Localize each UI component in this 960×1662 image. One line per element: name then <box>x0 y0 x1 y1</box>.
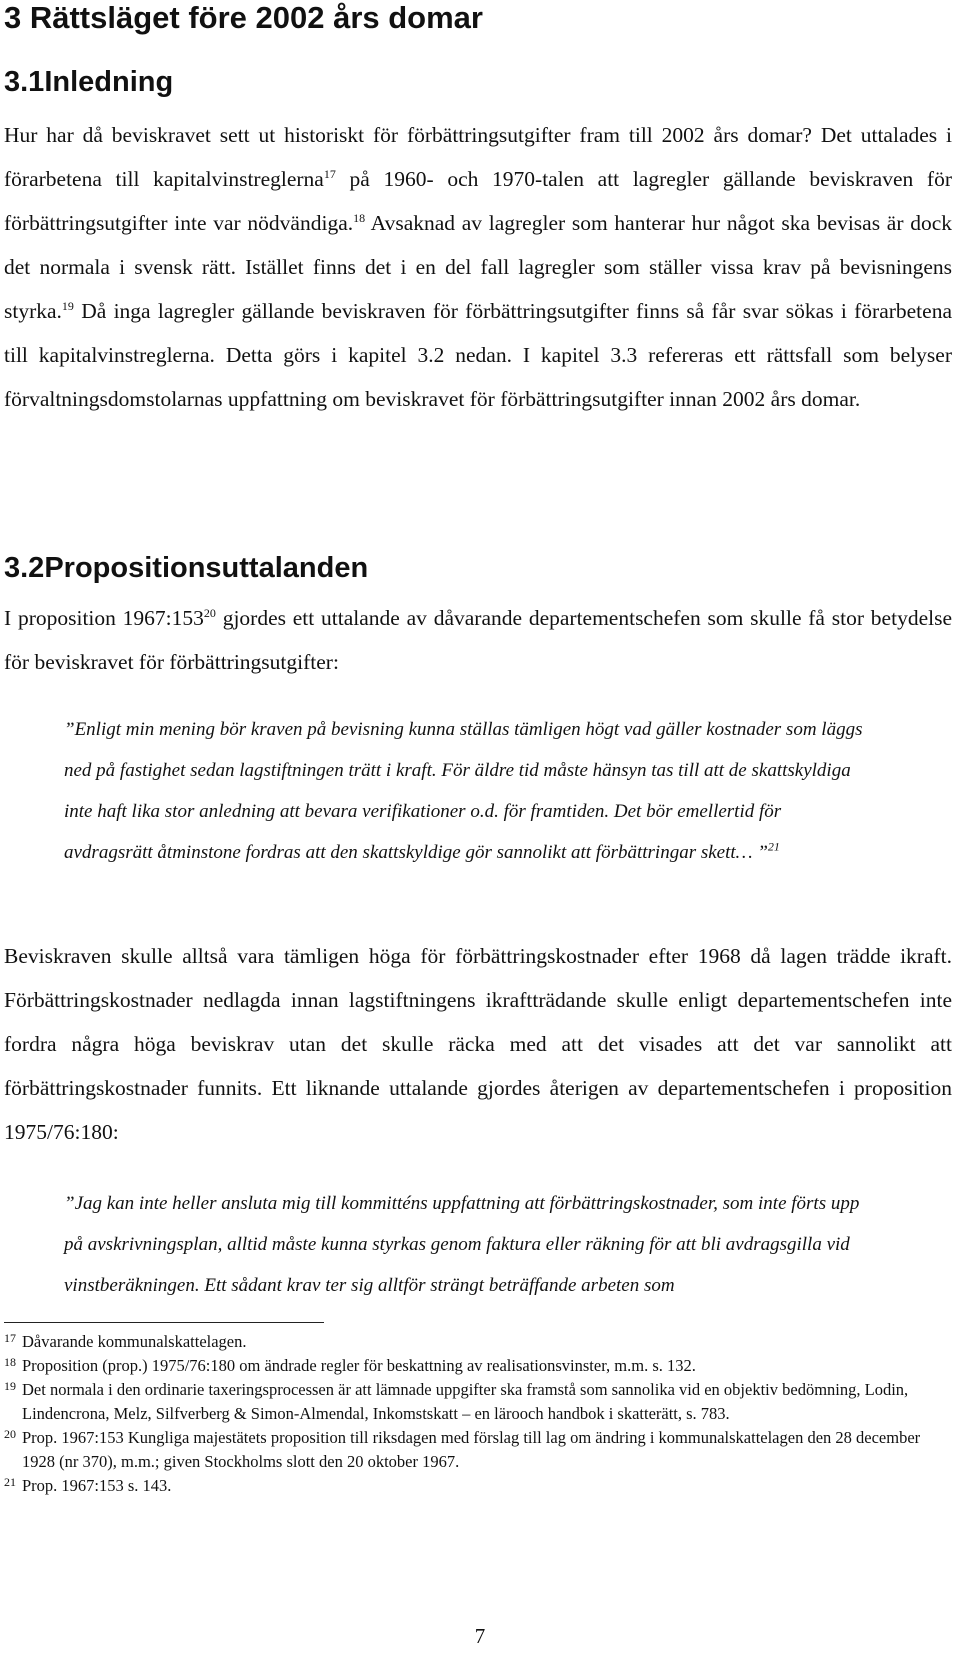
footnotes <box>4 1330 954 1498</box>
footnote-text: Det normala i den ordinarie taxeringsprocessen är att lämnade uppgifter ska framstå som sannolika vid en objektiv bedömning, Lodin, Lindencrona, Melz, Silfverberg & Simon-Almendal, Inkomstskatt – en lärooch handbok i skatterätt, s. 783. <box>22 1380 909 1423</box>
footnote-number: 18 <box>4 1355 16 1369</box>
footnote-21 <box>4 1474 954 1498</box>
paragraph-text: Avsaknad av lagregler som hanterar hur något ska bevisas är dock det normala i svensk rätt. Istället finns det i en del fall lagregler som ställer vissa krav på bevisningens styrka. <box>4 211 953 323</box>
chapter-heading: 3 Rättsläget före 2002 års domar <box>4 0 483 35</box>
footnote-20 <box>4 1426 954 1474</box>
paragraph-text: på 1960- och 1970-talen att lagregler gällande beviskraven för förbättringsutgifter inte var nödvändiga. <box>4 167 952 235</box>
footnote-separator <box>4 1322 324 1323</box>
footnote-17 <box>4 1330 954 1354</box>
footnote-text: Dåvarande kommunalskattelagen. <box>22 1332 247 1351</box>
footnote-number: 17 <box>4 1331 16 1345</box>
section-number: 3.2 <box>4 552 45 584</box>
footnote-18 <box>4 1354 954 1378</box>
footnote-number: 20 <box>4 1427 16 1441</box>
footnote-text: Proposition (prop.) 1975/76:180 om ändrade regler för beskattning av realisationsvinster, m.m. s. 132. <box>22 1356 696 1375</box>
footnote-text: Prop. 1967:153 Kungliga majestätets proposition till riksdagen med förslag till lag om ändring i kommunalskattelagen den 28 december 1928 (nr 370), m.m.; given Stockholms slott den 20 oktober 1967. <box>22 1428 921 1471</box>
quote-text: ”Enligt min mening bör kraven på bevisning kunna ställas tämligen högt vad gäller kostnader som läggs ned på fastighet sedan lagstiftningen trätt i kraft. För äldre tid måste hänsyn tas till att de skattskyldiga inte haft lika stor anledning att bevara verifikationer o.d. för framtiden. Det bör emellertid för avdragsrätt åtminstone fordras att den skattskyldige gör sannolikt att förbättringar skett… ” <box>64 719 863 863</box>
footnote-ref-17[interactable]: 17 <box>323 166 336 181</box>
page-number: 7 <box>474 1624 486 1648</box>
footnote-19 <box>4 1378 954 1426</box>
section-number: 3.1 <box>4 66 45 98</box>
footnote-ref-20[interactable]: 20 <box>203 605 216 620</box>
paragraph-proposition-1967 <box>4 596 952 684</box>
paragraph-text: Hur har då beviskravet sett ut historiskt för förbättringsutgifter fram till 2002 års domar? Det uttalades i förarbetena till kapitalvinstreglerna <box>4 123 952 191</box>
paragraph-text: gjordes ett uttalande av dåvarande departementschefen som skulle få stor betydelse för beviskravet för förbättringsutgifter: <box>4 606 952 674</box>
footnote-ref-18[interactable]: 18 <box>353 210 366 225</box>
paragraph-intro <box>4 113 952 421</box>
footnote-ref-19[interactable]: 19 <box>61 298 74 313</box>
quote-block-1975: ”Jag kan inte heller ansluta mig till kommitténs uppfattning att förbättringskostnader, som inte förts upp på avskrivningsplan, alltid måste kunna styrkas genom faktura eller räkning för att bli avdragsgilla vid vinstberäkningen. Ett sådant krav ter sig alltför strängt beträffande arbeten som <box>64 1193 860 1296</box>
quote-block-1967 <box>64 709 874 873</box>
footnote-number: 21 <box>4 1475 16 1489</box>
footnote-ref-21[interactable]: 21 <box>767 839 780 854</box>
paragraph-text: Då inga lagregler gällande beviskraven för förbättringsutgifter finns så får svar sökas i förarbetena till kapitalvinstreglerna. Detta görs i kapitel 3.2 nedan. I kapitel 3.3 refereras ett rättsfall som belyser förvaltningsdomstolarnas uppfattning om beviskravet för förbättringsutgifter innan 2002 års domar. <box>4 299 952 411</box>
paragraph-beviskraven: Beviskraven skulle alltså vara tämligen höga för förbättringskostnader efter 1968 då lagen trädde ikraft. Förbättringskostnader nedlagda innan lagstiftningens ikraftträdande skulle enligt departementschefen inte fordra några höga beviskrav utan det skulle räcka med att det visades att det var sannolikt att förbättringskostnader funnits. Ett liknande uttalande gjordes återigen av departementschefen i proposition 1975/76:180: <box>4 944 952 1144</box>
section-heading-propositionsuttalanden <box>4 552 368 585</box>
section-title: Propositionsuttalanden <box>44 552 369 584</box>
footnote-number: 19 <box>4 1379 16 1393</box>
section-heading-inledning <box>4 66 173 99</box>
section-title: Inledning <box>44 66 174 98</box>
footnote-text: Prop. 1967:153 s. 143. <box>22 1476 172 1495</box>
paragraph-text: I proposition 1967:153 <box>4 606 204 630</box>
